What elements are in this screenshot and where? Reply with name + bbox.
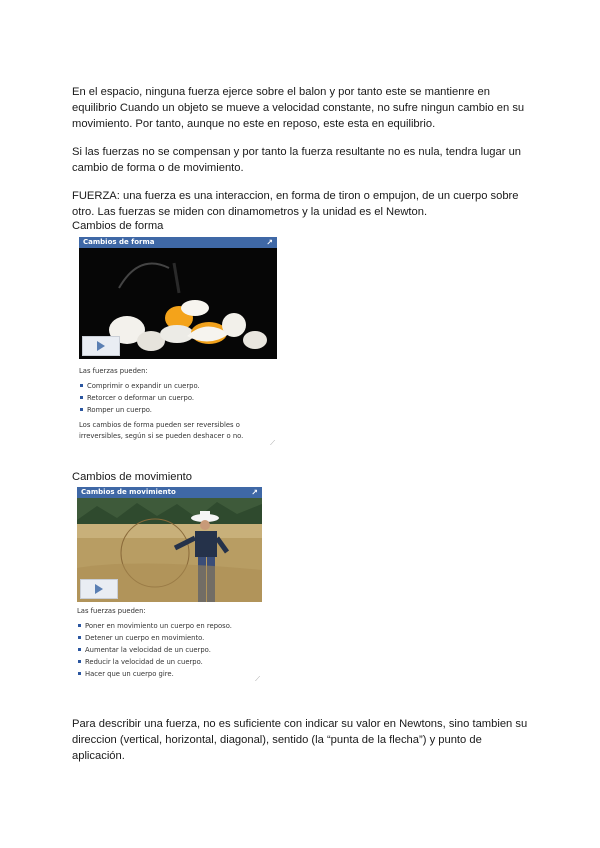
expand-arrow-icon[interactable]: ↗ xyxy=(251,488,258,497)
widget-note: Los cambios de forma pueden ser reversibles o irreversibles, según si se pueden deshacer o no. xyxy=(79,421,244,440)
list-item: Comprimir o expandir un cuerpo. xyxy=(79,380,277,392)
widget-header xyxy=(77,487,262,498)
play-button[interactable] xyxy=(82,336,120,356)
play-button[interactable] xyxy=(80,579,118,599)
resize-handle-icon: ⟋ xyxy=(255,675,260,683)
resize-handle-icon: ⟋ xyxy=(270,439,275,447)
eggs-image xyxy=(79,248,277,359)
widget-list xyxy=(79,380,277,416)
list-item: Aumentar la velocidad de un cuerpo. xyxy=(77,644,262,656)
widget-intro: Las fuerzas pueden: xyxy=(77,607,146,615)
list-item: Retorcer o deformar un cuerpo. xyxy=(79,392,277,404)
cowboy-image xyxy=(77,498,262,602)
paragraph-fuerzas-no-compensadas: Si las fuerzas no se compensan y por tanto la fuerza resultante no es nula, tendra lugar un cambio de forma o de movimiento. xyxy=(72,146,522,174)
list-item: Reducir la velocidad de un cuerpo. xyxy=(77,656,262,668)
section-title-cambios-movimiento: Cambios de movimiento xyxy=(72,471,193,483)
widget-cambios-movimiento xyxy=(77,487,262,683)
expand-arrow-icon[interactable]: ↗ xyxy=(266,238,273,247)
play-icon xyxy=(95,584,103,594)
list-item: Romper un cuerpo. xyxy=(79,404,277,416)
widget-header-title: Cambios de forma xyxy=(83,238,155,246)
list-item: Poner en movimiento un cuerpo en reposo. xyxy=(77,620,262,632)
paragraph-equilibrio: En el espacio, ninguna fuerza ejerce sobre el balon y por tanto este se mantienre en equilibrio Cuando un objeto se mueve a velocidad constante, no sufre ningun cambio en su movimiento. Por tanto, aunque no este en reposo, este esta en equilibrio. xyxy=(72,86,525,130)
paragraph-definicion-fuerza: FUERZA: una fuerza es una interaccion, en forma de tiron o empujon, de un cuerpo sobre otro. Las fuerzas se miden con dinamometros y la unidad es el Newton. xyxy=(72,190,519,218)
widget-header xyxy=(79,237,277,248)
widget-intro: Las fuerzas pueden: xyxy=(79,367,148,375)
play-icon xyxy=(97,341,105,351)
list-item: Hacer que un cuerpo gire. xyxy=(77,668,262,680)
section-title-cambios-forma: Cambios de forma xyxy=(72,220,164,232)
paragraph-describir-fuerza: Para describir una fuerza, no es suficiente con indicar su valor en Newtons, sino tambien su direccion (vertical, horizontal, diagonal), sentido (la “punta de la flecha”) y punto de aplicación. xyxy=(72,718,528,762)
widget-list xyxy=(77,620,262,680)
widget-header-title: Cambios de movimiento xyxy=(81,488,176,496)
widget-cambios-forma xyxy=(79,237,277,447)
list-item: Detener un cuerpo en movimiento. xyxy=(77,632,262,644)
